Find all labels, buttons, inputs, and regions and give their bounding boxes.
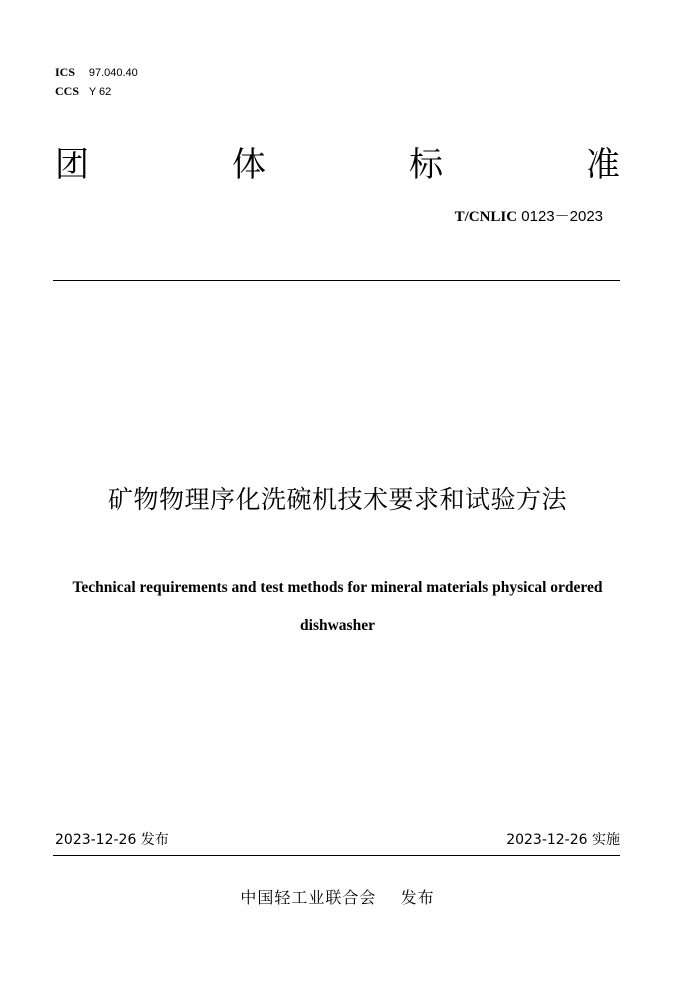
standard-type-heading [55, 140, 620, 190]
standard-number [455, 206, 603, 227]
standard-number-prefix: T/CNLIC [454, 209, 518, 225]
ccs-value: Y 62 [88, 86, 112, 98]
implement-date: 2023-12-26 实施 [506, 832, 620, 848]
publisher-name: 中国轻工业联合会 [240, 888, 377, 907]
title-english-line1: Technical requirements and test methods for mineral materials physical ordered [72, 579, 603, 596]
standard-type-char: 团 [55, 145, 89, 185]
ics-value: 97.040.40 [88, 67, 138, 79]
title-chinese: 矿物物理序化洗碗机技术要求和试验方法 [107, 485, 567, 514]
ccs-code [55, 84, 111, 99]
ics-label: ICS [55, 65, 76, 79]
title-english-line2: dishwasher [300, 617, 375, 634]
publisher-action: 发布 [400, 888, 435, 907]
standard-type-char: 标 [409, 145, 443, 185]
ics-code [55, 65, 138, 80]
top-divider [53, 280, 620, 281]
bottom-divider [53, 855, 620, 856]
ccs-label: CCS [55, 84, 80, 98]
standard-type-char: 准 [586, 145, 620, 185]
standard-number-suffix: 0123－2023 [517, 208, 603, 225]
standard-type-char: 体 [232, 145, 266, 185]
publisher [0, 886, 675, 910]
publish-date: 2023-12-26 发布 [55, 832, 169, 848]
